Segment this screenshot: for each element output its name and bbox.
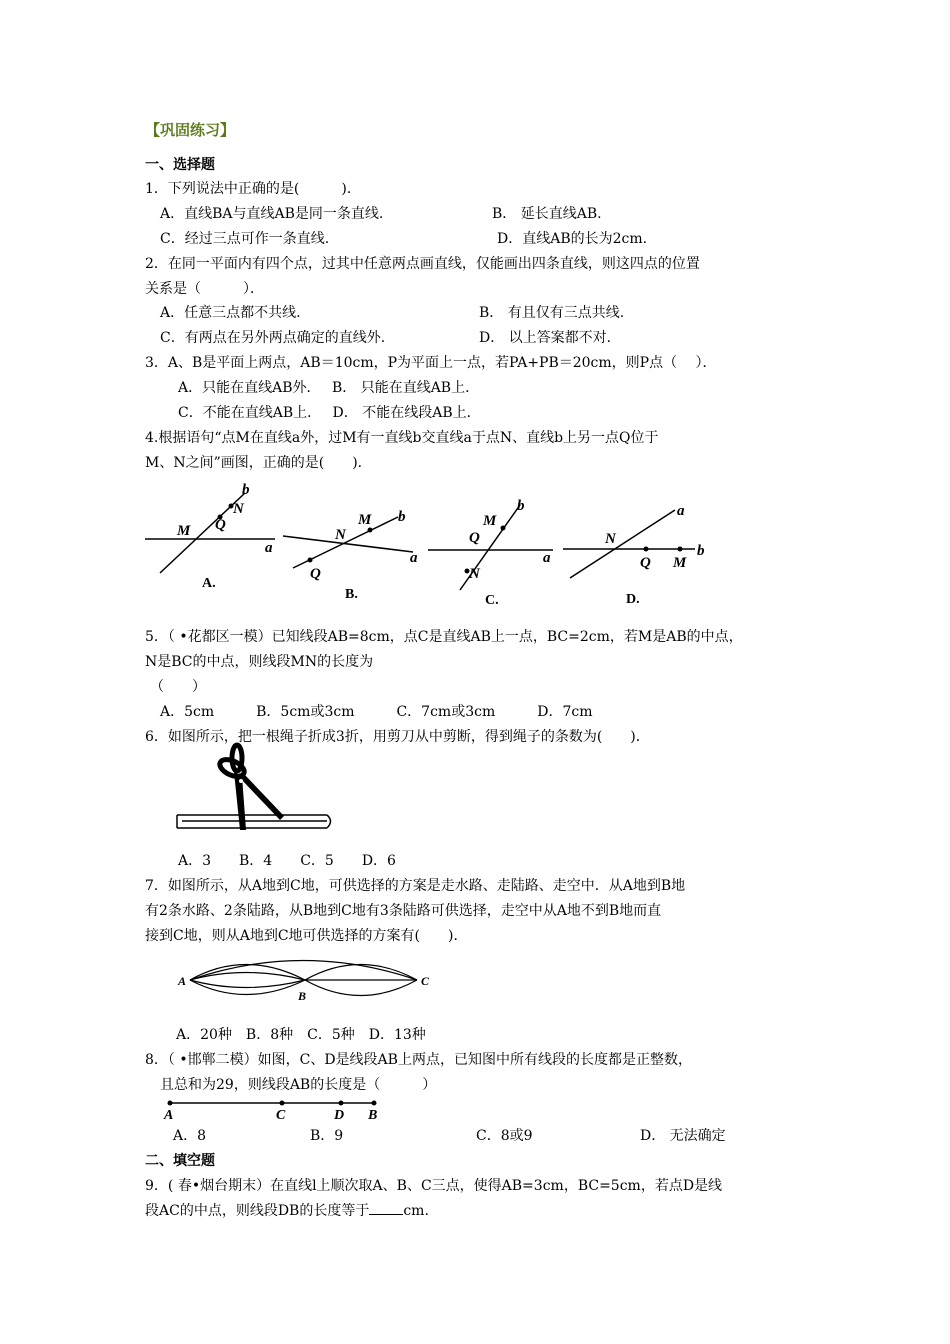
section-fill-title: 二、填空题 <box>145 1153 215 1169</box>
q5-stem-line2: N是BC的中点，则线段MN的长度为 <box>145 654 374 670</box>
q7-label-b: B <box>298 989 307 1003</box>
fig-c-label-a: a <box>543 550 551 566</box>
q1-stem: 1．下列说法中正确的是( )． <box>145 181 361 197</box>
q7-label-a: A <box>178 974 187 988</box>
fig-b-label-n: N <box>335 527 346 543</box>
fig-b-label-b: b <box>398 509 406 525</box>
q1-option-b: B． 延长直线AB. <box>492 206 602 222</box>
fig-a-label-m: M <box>177 523 191 539</box>
q8-stem-line1: 8．（ •邯郸二模）如图，C、D是线段AB上两点，已知图中所有线段的长度都是正整数， <box>145 1052 692 1068</box>
q5-stem-line3: （ ） <box>150 679 206 695</box>
q4-figure-c <box>425 500 560 612</box>
q8-option-c: C．8或9 <box>476 1128 533 1144</box>
fig-b-label-m: M <box>358 512 372 528</box>
fig-c-label-q: Q <box>469 530 480 546</box>
q2-option-b: B． 有且仅有三点共线. <box>479 305 625 321</box>
fig-a-caption: A. <box>202 576 216 591</box>
q9-unit: cm. <box>403 1203 429 1219</box>
q2-stem-line2: 关系是（ ）． <box>145 281 264 297</box>
q9-stem-line2-text: 段AC的中点，则线段DB的长度等于 <box>145 1203 370 1219</box>
q4-figure-a <box>140 480 280 595</box>
q7-routes-figure <box>175 955 440 1005</box>
q8-stem-line2: 且总和为29，则线段AB的长度是（ ） <box>160 1077 437 1093</box>
q8-label-d: D <box>334 1108 345 1123</box>
fig-a-label-n: N <box>233 501 244 517</box>
q3-options-ab: A．只能在直线AB外． B． 只能在直线AB上． <box>178 380 480 396</box>
q9-answer-blank[interactable] <box>369 1201 403 1215</box>
fig-d-label-m: M <box>673 555 687 571</box>
q9-stem-line2 <box>145 1201 429 1221</box>
fig-b-label-a: a <box>410 550 418 566</box>
q8-label-b: B <box>368 1108 378 1123</box>
q2-option-d: D． 以上答案都不对. <box>479 330 612 346</box>
q3-options-cd: C．不能在直线AB上． D． 不能在线段AB上． <box>178 405 481 421</box>
page-header: 【巩固练习】 <box>145 121 236 139</box>
q8-option-a: A．8 <box>173 1128 207 1144</box>
fig-c-caption: C. <box>485 593 499 608</box>
fig-b-caption: B. <box>345 587 358 602</box>
q5-stem-line1: 5．（ •花都区一模）已知线段AB=8cm，点C是直线AB上一点，BC=2cm，若M是AB的中点， <box>145 629 743 645</box>
q8-label-c: C <box>276 1108 286 1123</box>
q1-option-a: A．直线BA与直线AB是同一条直线. <box>160 206 384 222</box>
q8-option-d: D． 无法确定 <box>640 1128 726 1144</box>
fig-a-label-b: b <box>242 482 250 498</box>
q9-stem-line1: 9．( 春•烟台期末）在直线l上顺次取A、B、C三点，使得AB=3cm，BC=5cm，若点D是线 <box>145 1178 723 1194</box>
fig-c-label-n: N <box>469 566 480 582</box>
q2-stem-line1: 2．在同一平面内有四个点，过其中任意两点画直线，仅能画出四条直线，则这四点的位置 <box>145 256 700 272</box>
q6-options: A．3 B．4 C．5 D．6 <box>178 853 396 869</box>
fig-c-label-b: b <box>517 498 525 514</box>
q5-options: A．5cm B．5cm或3cm C．7cm或3cm D．7cm <box>160 704 593 720</box>
q4-figure-d <box>560 500 710 610</box>
q4-stem-line1: 4.根据语句“点M在直线a外，过M有一直线b交直线a于点N、直线b上另一点Q位于 <box>145 430 659 446</box>
fig-d-caption: D. <box>626 592 640 607</box>
q6-stem: 6．如图所示，把一根绳子折成3折，用剪刀从中剪断，得到绳子的条数为( )． <box>145 729 650 745</box>
fig-c-label-m: M <box>483 513 497 529</box>
q1-option-d: D．直线AB的长为2cm. <box>497 231 648 247</box>
q8-label-a: A <box>164 1108 174 1123</box>
fig-d-label-b: b <box>697 543 705 559</box>
section-choice-title: 一、选择题 <box>145 157 215 173</box>
fig-b-label-q: Q <box>310 566 321 582</box>
q7-label-c: C <box>421 974 430 988</box>
q7-stem-line2: 有2条水路、2条陆路，从B地到C地有3条陆路可供选择，走空中从A地不到B地而直 <box>145 903 662 919</box>
q1-option-c: C．经过三点可作一条直线. <box>160 231 330 247</box>
q4-figure-b <box>278 500 423 605</box>
q6-scissors-figure <box>172 748 337 838</box>
q4-stem-line2: M、N之间”画图，正确的是( )． <box>145 455 372 471</box>
q7-stem-line3: 接到C地，则从A地到C地可供选择的方案有( )． <box>145 928 468 944</box>
fig-d-label-n: N <box>605 531 616 547</box>
q2-option-c: C．有两点在另外两点确定的直线外. <box>160 330 386 346</box>
q2-option-a: A．任意三点都不共线. <box>160 305 301 321</box>
q8-option-b: B．9 <box>310 1128 344 1144</box>
fig-d-label-q: Q <box>640 555 651 571</box>
fig-a-label-q: Q <box>215 517 226 533</box>
q7-stem-line1: 7．如图所示，从A地到C地，可供选择的方案是走水路、走陆路、走空中．从A地到B地 <box>145 878 686 894</box>
fig-a-label-a: a <box>265 540 273 556</box>
q3-stem: 3．A、B是平面上两点，AB＝10cm，P为平面上一点，若PA+PB＝20cm，则P点（ ）． <box>145 355 717 371</box>
fig-d-label-a: a <box>677 503 685 519</box>
q8-segment-figure <box>160 1097 390 1125</box>
q7-options: A．20种 B．8种 C．5种 D．13种 <box>176 1027 426 1043</box>
